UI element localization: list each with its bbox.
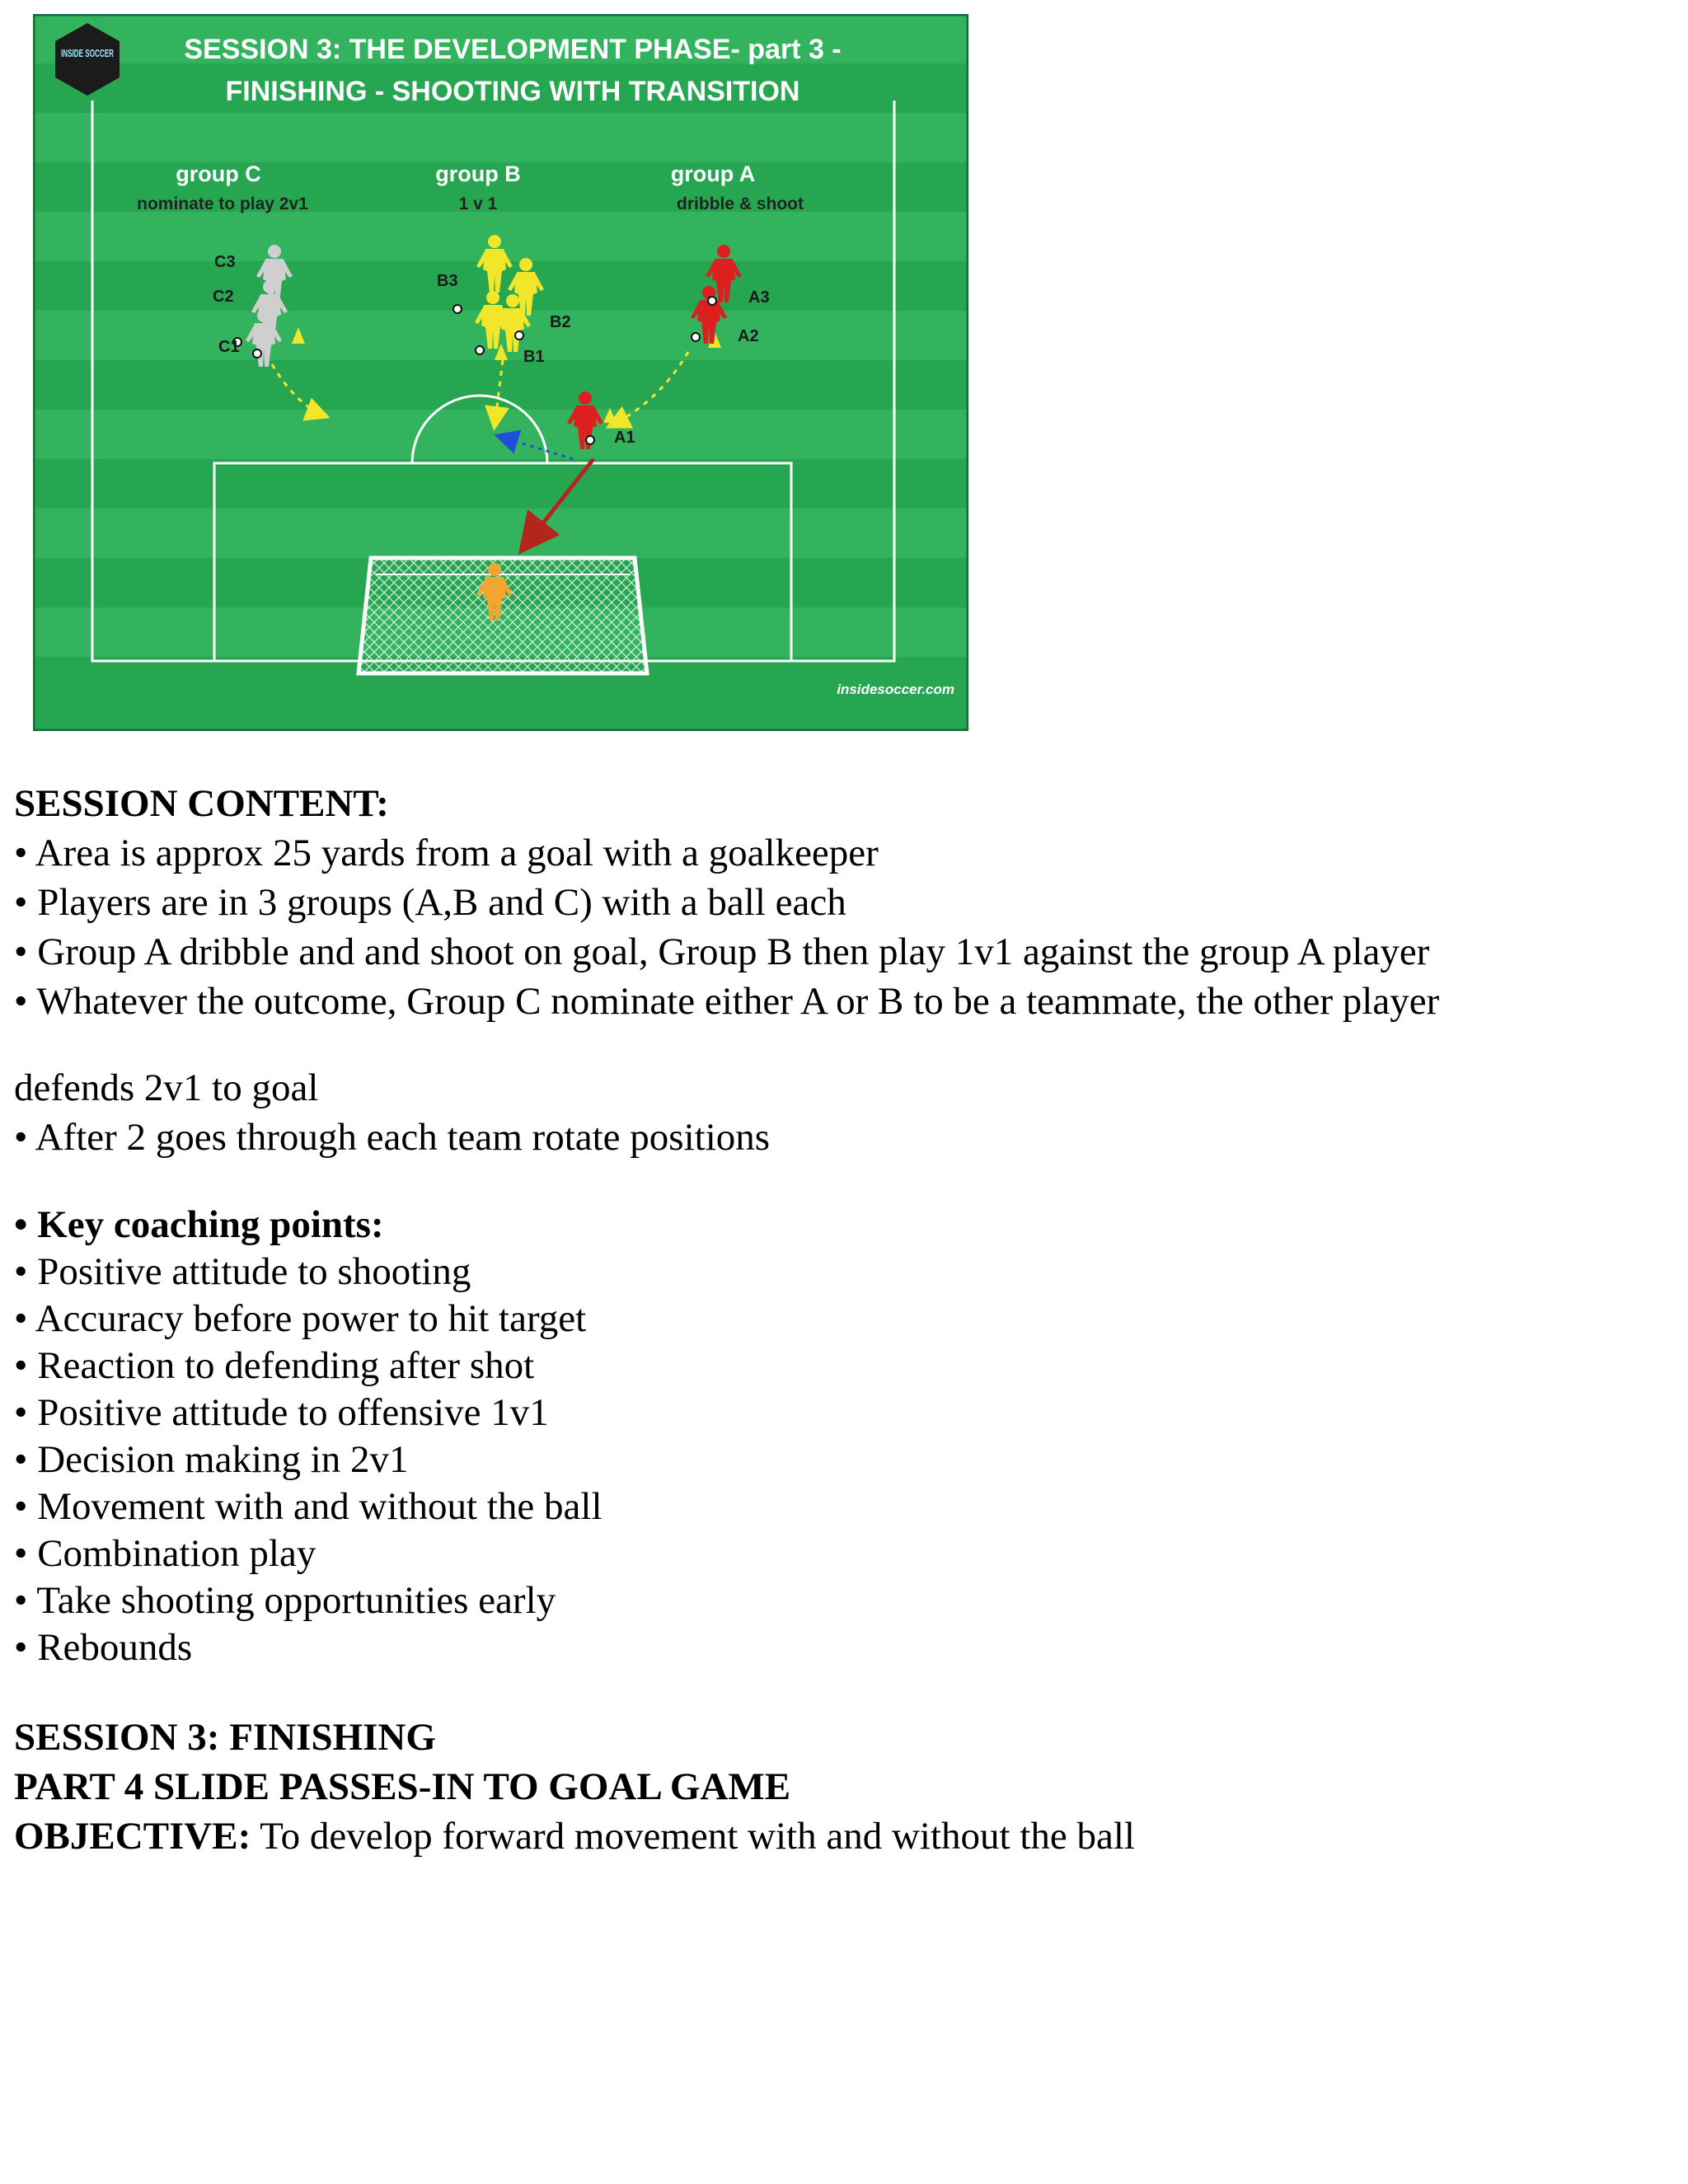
next-session	[14, 1713, 1135, 1861]
content-bullet: • Players are in 3 groups (A,B and C) with a ball each	[14, 881, 846, 924]
key-points-heading: • Key coaching points:	[14, 1203, 384, 1246]
group-a-desc: dribble & shoot	[677, 194, 804, 213]
group-b-label: group B	[435, 162, 521, 186]
drill-diagram	[33, 14, 968, 731]
player-label-b1: B1	[523, 348, 545, 366]
key-point: • Take shooting opportunities early	[14, 1579, 556, 1622]
session-content-continued	[14, 1063, 770, 1162]
content-bullet: • Area is approx 25 yards from a goal with a goalkeeper	[14, 832, 879, 874]
key-point: • Rebounds	[14, 1626, 193, 1669]
next-session-title: SESSION 3: FINISHING	[14, 1716, 436, 1759]
diagram-title-line2: FINISHING - SHOOTING WITH TRANSITION	[225, 76, 800, 107]
goal	[359, 558, 647, 673]
objective-label: OBJECTIVE:	[14, 1815, 251, 1858]
session-content	[14, 779, 1439, 1026]
key-point: • Decision making in 2v1	[14, 1438, 409, 1481]
content-bullet: • Whatever the outcome, Group C nominate either A or B to be a teammate, the other player	[14, 980, 1440, 1023]
continuation-text: defends 2v1 to goal	[14, 1066, 319, 1109]
player-label-c1: C1	[218, 338, 240, 356]
objective-line	[14, 1811, 1135, 1861]
player-label-c2: C2	[213, 288, 234, 306]
group-a-label: group A	[670, 162, 756, 186]
key-point: • Positive attitude to offensive 1v1	[14, 1391, 549, 1434]
player-label-a1: A1	[614, 429, 635, 447]
player-label-a2: A2	[738, 327, 759, 345]
key-point: • Reaction to defending after shot	[14, 1344, 535, 1387]
player-label-a3: A3	[748, 288, 770, 307]
player-label-c3: C3	[214, 253, 236, 271]
svg-text:INSIDE SOCCER: INSIDE SOCCER	[61, 47, 115, 59]
player-label-b3: B3	[437, 272, 458, 290]
key-point: • Combination play	[14, 1532, 316, 1575]
key-point: • Accuracy before power to hit target	[14, 1297, 587, 1340]
group-c-desc: nominate to play 2v1	[137, 194, 308, 213]
content-bullet: • Group A dribble and and shoot on goal, Group B then play 1v1 against the group A player	[14, 930, 1430, 973]
key-coaching-points	[14, 1202, 603, 1671]
diagram-title-line1: SESSION 3: THE DEVELOPMENT PHASE- part 3 -	[184, 34, 842, 65]
content-bullet: • After 2 goes through each team rotate positions	[14, 1116, 771, 1159]
website-credit: insidesoccer.com	[837, 682, 954, 697]
session-content-heading: SESSION CONTENT:	[14, 782, 389, 825]
key-point: • Positive attitude to shooting	[14, 1250, 471, 1293]
next-part-title: PART 4 SLIDE PASSES-IN TO GOAL GAME	[14, 1765, 791, 1808]
key-point: • Movement with and without the ball	[14, 1485, 603, 1528]
objective-text: To develop forward movement with and without the ball	[251, 1815, 1135, 1858]
group-c-label: group C	[176, 162, 261, 186]
player-label-b2: B2	[550, 313, 571, 331]
group-b-desc: 1 v 1	[458, 194, 498, 213]
